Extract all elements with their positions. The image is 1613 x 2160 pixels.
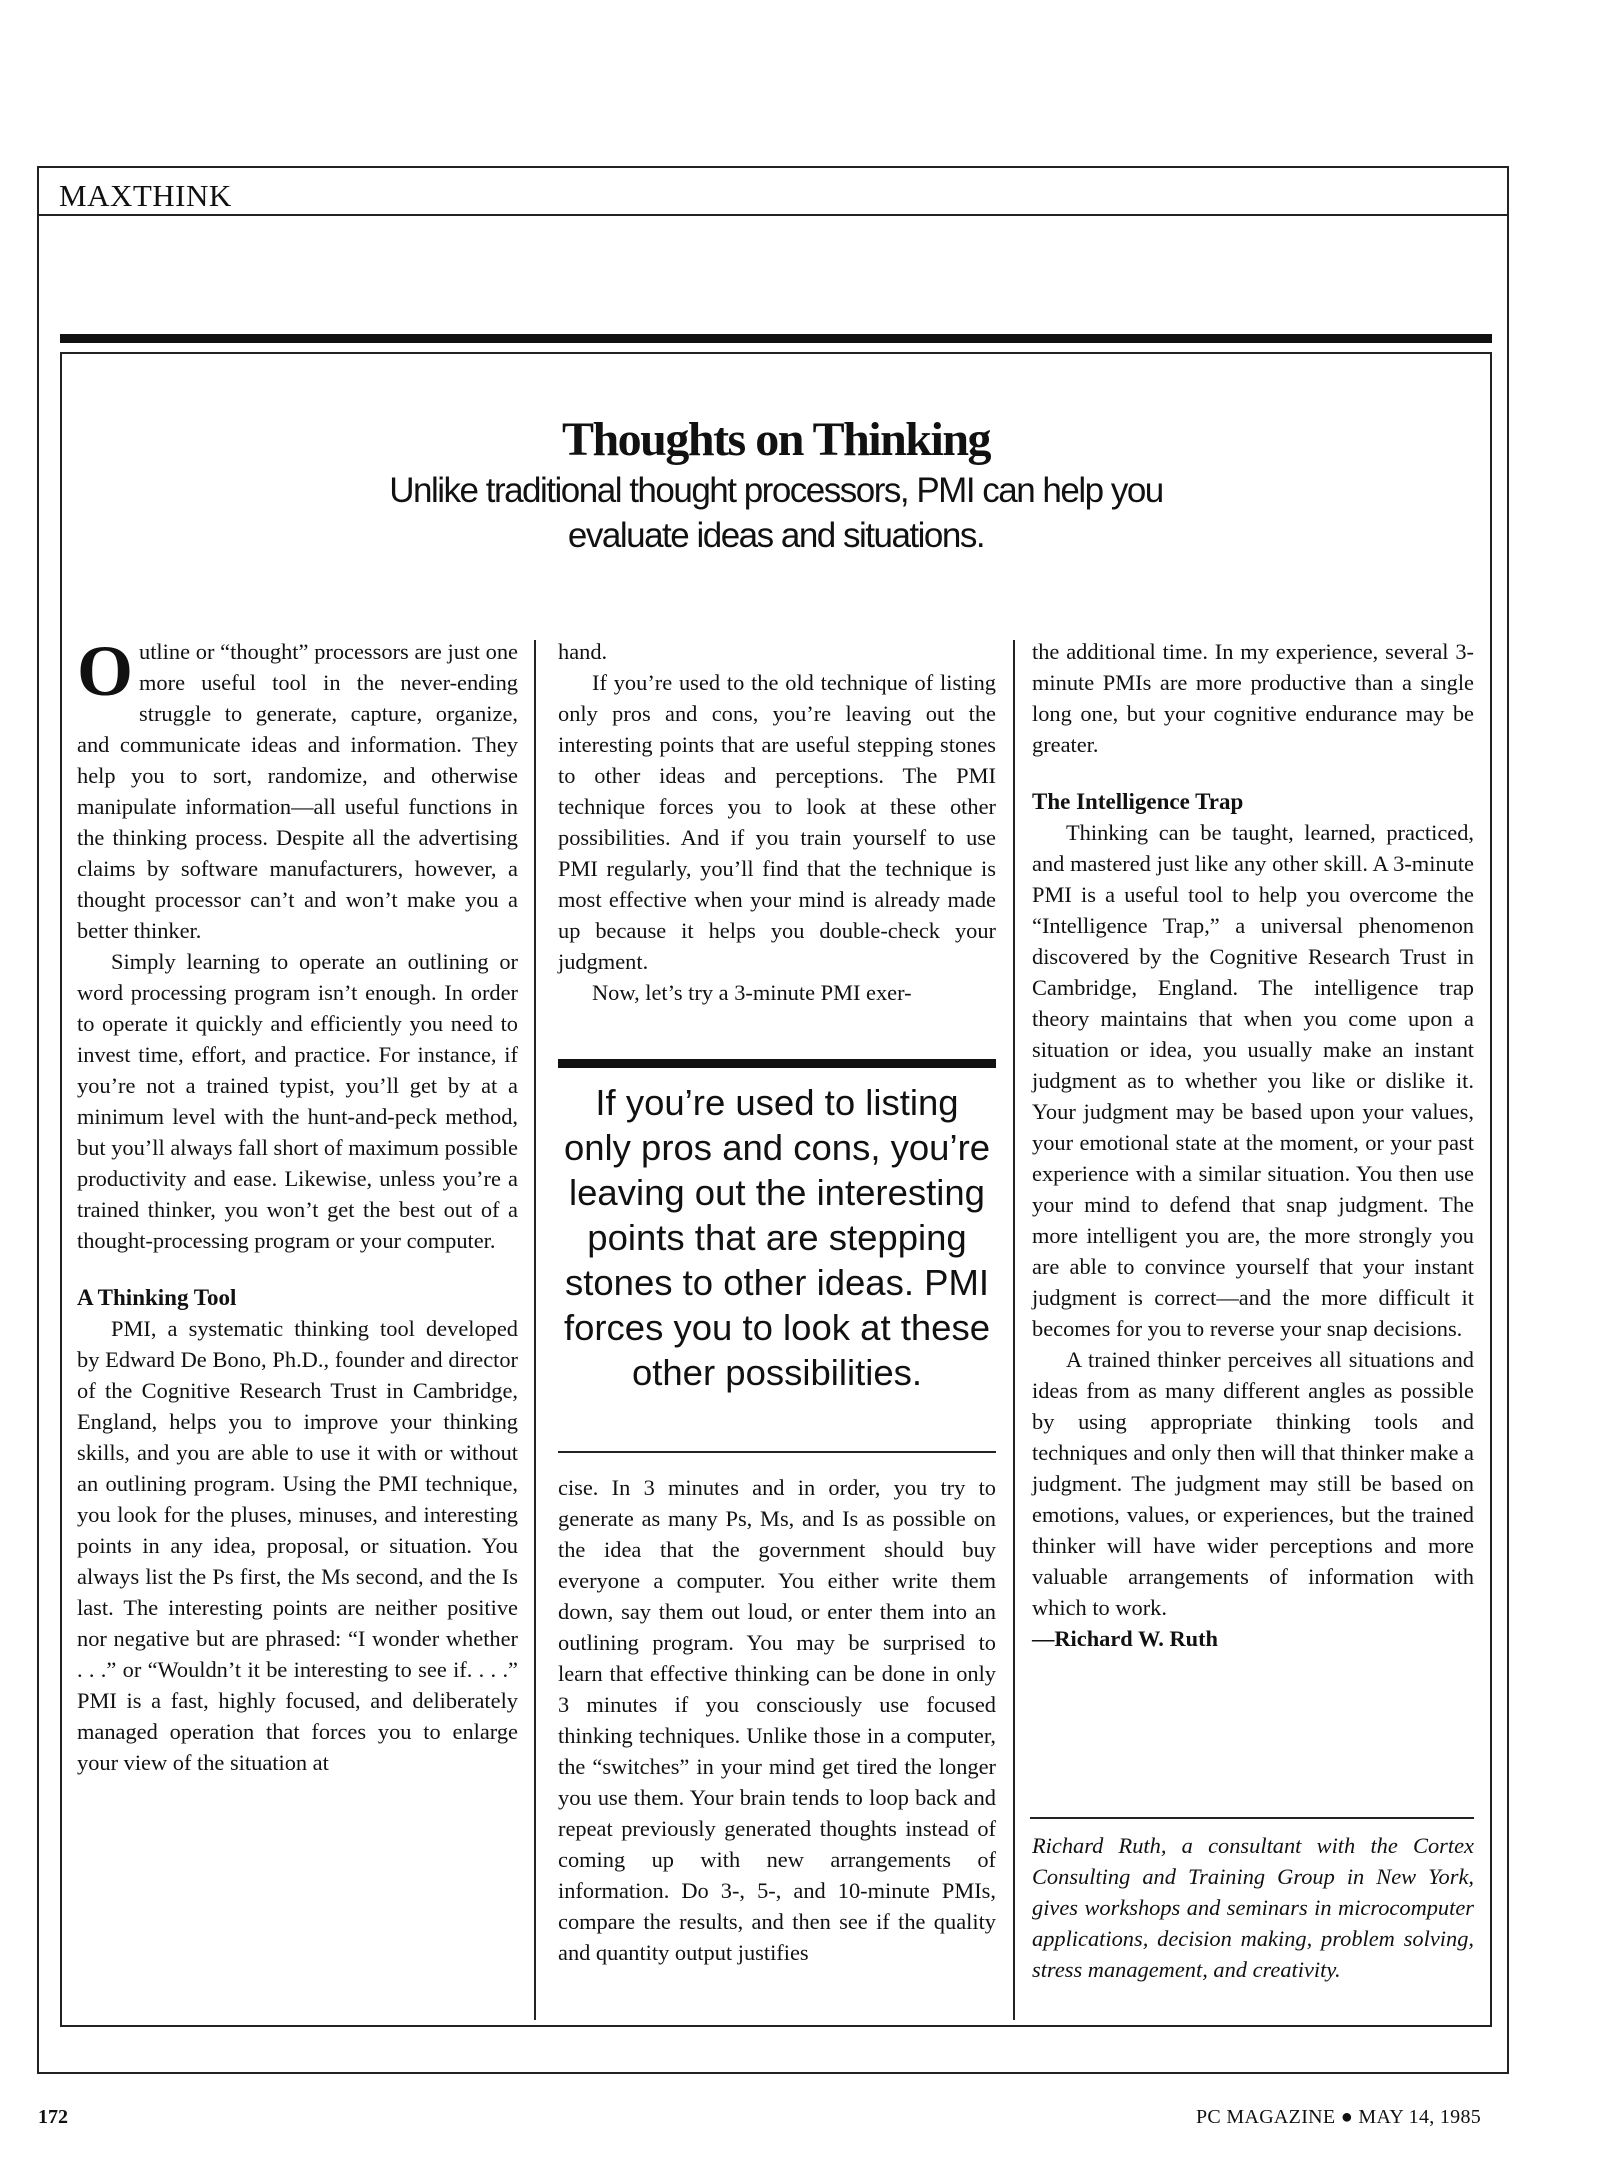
paragraph: PMI, a systematic thinking tool developed by Edward De Bono, Ph.D., founder and director of the Cognitive Research Trust in Cambridge, England, helps you to improve your thinking skills, and you are able to use it with or without an outlining program. Using the PMI technique, you look for the pluses, minuses, and interesting points in any idea, proposal, or situation. You always list the Ps first, the Ms second, and the Is last. The interesting points are neither positive nor negative but are phrased: “I wonder whether . . .” or “Wouldn’t it be interesting to see if. . . .” PMI is a fast, highly focused, and deliberately managed operation that forces you to enlarge your view of the situation at <box>77 1316 518 1775</box>
bio-rule <box>1030 1817 1474 1819</box>
author-bio: Richard Ruth, a consultant with the Cortex Consulting and Training Group in New York, gives workshops and seminars in microcomputer applications, decision making, problem solving, stress management, and creativity. <box>1032 1833 1474 1982</box>
column-1 <box>77 631 518 1778</box>
drop-cap: O <box>77 631 134 711</box>
magazine-footer: PC MAGAZINE ● MAY 14, 1985 <box>1196 2106 1482 2128</box>
author-signature: —Richard W. Ruth <box>1032 1626 1219 1651</box>
section-label: MAXTHINK <box>59 178 232 213</box>
paragraph: If you’re used to the old technique of listing only pros and cons, you’re leaving out the interesting points that are useful stepping stones to other ideas and perceptions. The PMI technique forces you to look at these other possibilities. And if you train yourself to use PMI regularly, you’ll find that the technique is most effective when your mind is already made up because it helps you double-check your judgment. <box>558 670 996 974</box>
pull-quote-bottom-rule <box>558 1451 996 1453</box>
column-2-continued <box>558 1472 996 1968</box>
paragraph: Outline or “thought” processors are just one more useful tool in the never-ending struggle to generate, capture, organize, and communicate ideas and information. They help you to sort, randomize, and otherwise manipulate information—all useful functions in the thinking process. Despite all the advertising claims by software manufacturers, however, a thought processor can’t and won’t make you a better thinker. <box>77 631 518 943</box>
heavy-rule <box>60 334 1492 343</box>
pull-quote-top-rule <box>558 1059 996 1068</box>
article-title: Thoughts on Thinking <box>561 413 991 466</box>
column-3 <box>1032 636 1474 1654</box>
subheading-thinking-tool: A Thinking Tool <box>77 1285 237 1310</box>
section-header <box>37 166 1509 216</box>
subheading-intelligence-trap: The Intelligence Trap <box>1032 789 1244 814</box>
column-rule-2 <box>1013 640 1015 2020</box>
page-number: 172 <box>38 2106 68 2128</box>
paragraph: the additional time. In my experience, several 3-minute PMIs are more productive than a single long one, but your cognitive endurance may be greater. <box>1032 639 1474 757</box>
column-2 <box>558 636 996 1008</box>
paragraph: A trained thinker perceives all situations and ideas from as many different angles as possible by using appropriate thinking tools and techniques and only then will that thinker make a judgment. The judgment may still be based on emotions, values, or experiences, but the trained thinker will have wider perceptions and more valuable arrangements of information with which to work. <box>1032 1347 1474 1620</box>
pull-quote: If you’re used to listing only pros and cons, you’re leaving out the interesting points that are stepping stones to other ideas. PMI forces you to look at these other possibilities. <box>563 1082 991 1393</box>
paragraph: Thinking can be taught, learned, practiced, and mastered just like any other skill. A 3-minute PMI is a useful tool to help you overcome the “Intelligence Trap,” a universal phenomenon discovered by the Cognitive Research Trust in Cambridge, England. The intelligence trap theory maintains that when you come upon a situation or idea, you usually make an instant judgment as to whether you like or dislike it. Your judgment may be based upon your values, your emotional state at the moment, or your past experience with a similar situation. You then use your mind to defend that snap judgment. The more intelligent you are, the more strongly you are able to convince yourself that your instant judgment is correct—and the more difficult it becomes for you to reverse your snap decisions. <box>1032 820 1474 1341</box>
paragraph: Now, let’s try a 3-minute PMI exer- <box>592 980 912 1005</box>
article-subtitle: Unlike traditional thought processors, PMI can help you evaluate ideas and situations. <box>389 471 1163 555</box>
paragraph: cise. In 3 minutes and in order, you try to generate as many Ps, Ms, and Is as possible on the idea that the government should buy everyone a computer. You either write them down, say them out loud, or enter them into an outlining program. You may be surprised to learn that effective thinking can be done in only 3 minutes if you consciously use focused thinking techniques. Unlike those in a computer, the “switches” in your mind get tired the longer you use them. Your brain tends to loop back and repeat previously generated thoughts instead of coming up with new arrangements of information. Do 3-, 5-, and 10-minute PMIs, compare the results, and then see if the quality and quantity output justifies <box>558 1475 996 1965</box>
column-rule-1 <box>534 640 536 2020</box>
paragraph: hand. <box>558 639 608 664</box>
paragraph: Simply learning to operate an outlining or word processing program isn’t enough. In order to operate it quickly and efficiently you need to invest time, effort, and practice. For instance, if you’re not a trained typist, you’ll get by at a minimum level with the hunt-and-peck method, but you’ll always fall short of maximum possible productivity and ease. Likewise, unless you’re a trained thinker, you won’t get the best out of a thought-processing program or your computer. <box>77 949 518 1253</box>
